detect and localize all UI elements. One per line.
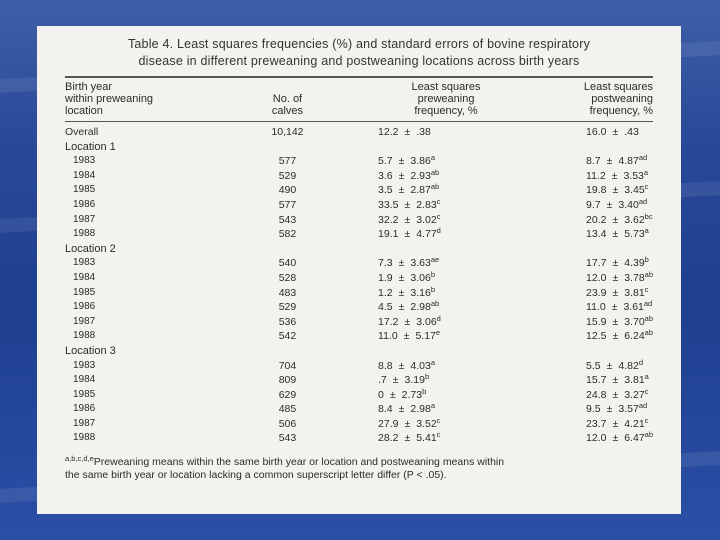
post-mean: 17.7 (586, 257, 607, 270)
post-se: 3.53 (623, 169, 644, 182)
pre-se: .38 (416, 126, 431, 138)
preweaning-cell (332, 402, 560, 417)
pre-superscript: c (436, 430, 441, 440)
footnote-line-1 (65, 452, 653, 469)
post-mean: 8.7 (586, 155, 601, 168)
post-se: 3.81 (624, 286, 645, 299)
table-row (65, 198, 653, 213)
post-se: 3.61 (623, 301, 644, 314)
post-mean: 12.0 (586, 271, 607, 284)
table-row (65, 402, 653, 417)
preweaning-cell (332, 300, 560, 315)
preweaning-cell (332, 315, 560, 330)
plus-minus-symbol: ± (611, 169, 618, 182)
pre-superscript: a (430, 357, 435, 367)
plus-minus-symbol: ± (612, 257, 619, 270)
pre-se: 2.83 (416, 198, 437, 211)
header-rule (65, 121, 653, 122)
pre-superscript: b (424, 372, 430, 382)
postweaning-cell (560, 198, 653, 213)
preweaning-cell (332, 183, 560, 198)
post-se: 3.70 (624, 315, 645, 328)
post-superscript: a (644, 226, 649, 236)
pre-superscript: e (435, 328, 441, 338)
table-row (65, 286, 653, 301)
preweaning-cell (332, 373, 560, 388)
table-row (65, 417, 653, 432)
plus-minus-symbol: ± (398, 403, 405, 416)
row-label: Overall (65, 126, 99, 138)
row-label: 1984 (73, 271, 96, 283)
header-no-calves: No. of calves (271, 93, 304, 117)
plus-minus-symbol: ± (612, 417, 619, 430)
pre-mean: 3.5 (378, 184, 393, 197)
pre-se: 4.03 (410, 359, 431, 372)
preweaning-cell (332, 359, 560, 374)
plus-minus-symbol: ± (612, 271, 619, 284)
table-row (65, 154, 653, 169)
post-mean: 20.2 (586, 213, 607, 226)
plus-minus-symbol: ± (606, 155, 613, 168)
table-body (65, 125, 653, 446)
plus-minus-symbol: ± (398, 271, 405, 284)
pre-mean: 17.2 (378, 315, 399, 328)
table-row (65, 213, 653, 228)
table-row (65, 388, 653, 403)
pre-mean: 5.7 (378, 155, 393, 168)
calves-count: 506 (278, 417, 297, 430)
pre-mean: 1.2 (378, 286, 393, 299)
pre-mean: 27.9 (378, 417, 399, 430)
postweaning-cell (560, 315, 653, 330)
pre-se: 2.93 (410, 169, 431, 182)
post-se: 4.87 (618, 155, 639, 168)
post-se: 6.24 (624, 330, 645, 343)
pre-se: 3.19 (404, 374, 425, 387)
header-preweaning: Least squares preweaning frequency, % (411, 81, 481, 117)
plus-minus-symbol: ± (404, 126, 411, 138)
pre-superscript: ab (430, 167, 440, 177)
post-superscript: b (644, 255, 649, 265)
post-se: 5.73 (624, 228, 645, 241)
row-label: 1988 (73, 330, 96, 342)
pre-se: 3.02 (416, 213, 437, 226)
calves-count: 582 (278, 228, 297, 241)
calves-count: 543 (278, 432, 297, 445)
section-row (65, 140, 653, 155)
plus-minus-symbol: ± (398, 301, 405, 314)
post-superscript: c (644, 415, 649, 425)
table-row (65, 315, 653, 330)
table-scan (37, 26, 681, 514)
preweaning-cell (332, 213, 560, 228)
plus-minus-symbol: ± (612, 184, 619, 197)
plus-minus-symbol: ± (389, 388, 396, 401)
postweaning-cell (560, 402, 653, 417)
pre-se: 3.52 (416, 417, 437, 430)
plus-minus-symbol: ± (612, 388, 619, 401)
pre-se: 3.16 (410, 286, 431, 299)
preweaning-cell (332, 256, 560, 271)
plus-minus-symbol: ± (606, 403, 613, 416)
row-label: 1983 (73, 359, 96, 371)
row-label: 1986 (73, 403, 96, 415)
post-superscript: ab (644, 269, 653, 279)
section-row (65, 242, 653, 257)
post-se: 3.45 (624, 184, 645, 197)
header-birth-year: Birth year within preweaning location (65, 81, 154, 117)
pre-superscript: c (436, 196, 441, 206)
table-row (65, 271, 653, 286)
preweaning-cell (332, 154, 560, 169)
plus-minus-symbol: ± (398, 184, 405, 197)
calves-count: 809 (278, 374, 297, 387)
pre-mean: 7.3 (378, 257, 393, 270)
postweaning-cell (560, 417, 653, 432)
preweaning-cell (332, 417, 560, 432)
row-label: 1988 (73, 228, 96, 240)
pre-superscript: a (430, 153, 435, 163)
post-mean: 11.0 (586, 301, 606, 314)
post-mean: 16.0 (586, 126, 607, 138)
post-mean: 15.9 (586, 315, 607, 328)
plus-minus-symbol: ± (404, 315, 411, 328)
section-label: Location 1 (65, 140, 116, 153)
plus-minus-symbol: ± (612, 432, 619, 445)
plus-minus-symbol: ± (612, 315, 619, 328)
plus-minus-symbol: ± (392, 374, 399, 387)
post-superscript: c (644, 284, 649, 294)
postweaning-cell (560, 154, 653, 169)
post-superscript: ad (638, 196, 648, 206)
post-mean: 23.9 (586, 286, 607, 299)
calves-count: 543 (278, 213, 297, 226)
post-se: 3.78 (624, 271, 645, 284)
pre-superscript: d (436, 226, 441, 236)
plus-minus-symbol: ± (403, 330, 410, 343)
caption-line-1: Table 4. Least squares frequencies (%) and standard errors of bovine respiratory (127, 37, 591, 51)
pre-mean: 4.5 (378, 301, 393, 314)
post-mean: 9.7 (586, 198, 601, 211)
header-row (65, 78, 653, 119)
plus-minus-symbol: ± (398, 169, 405, 182)
post-mean: 11.2 (586, 169, 606, 182)
plus-minus-symbol: ± (404, 432, 411, 445)
post-mean: 23.7 (586, 417, 607, 430)
pre-se: 3.63 (410, 257, 431, 270)
row-label: 1985 (73, 388, 96, 400)
pre-se: 3.86 (410, 155, 431, 168)
plus-minus-symbol: ± (398, 155, 405, 168)
plus-minus-symbol: ± (606, 198, 613, 211)
pre-se: 4.77 (416, 228, 437, 241)
row-label: 1987 (73, 417, 96, 429)
plus-minus-symbol: ± (612, 286, 619, 299)
table-row (65, 373, 653, 388)
pre-se: 5.17 (415, 330, 436, 343)
section-label: Location 2 (65, 242, 116, 255)
pre-mean: 19.1 (378, 228, 399, 241)
row-label: 1987 (73, 315, 96, 327)
caption-line-2: disease in different preweaning and postweaning locations across birth years (138, 54, 580, 68)
post-superscript: c (644, 182, 649, 192)
post-se: 4.39 (624, 257, 645, 270)
post-mean: 15.7 (586, 374, 607, 387)
post-superscript: ab (644, 328, 653, 338)
pre-mean: 1.9 (378, 271, 393, 284)
post-se: 4.82 (618, 359, 639, 372)
pre-se: 2.98 (410, 301, 431, 314)
table-row (65, 431, 653, 446)
pre-mean: 33.5 (378, 198, 399, 211)
row-label: 1984 (73, 169, 96, 181)
post-mean: 12.0 (586, 432, 607, 445)
preweaning-cell (332, 388, 560, 403)
plus-minus-symbol: ± (612, 374, 619, 387)
postweaning-cell (560, 183, 653, 198)
postweaning-cell (560, 256, 653, 271)
preweaning-cell (332, 329, 560, 344)
calves-count: 577 (278, 155, 297, 168)
pre-superscript: a (430, 401, 435, 411)
postweaning-cell (560, 329, 653, 344)
plus-minus-symbol: ± (612, 228, 619, 241)
preweaning-cell (332, 286, 560, 301)
plus-minus-symbol: ± (612, 213, 619, 226)
pre-mean: 8.8 (378, 359, 393, 372)
postweaning-cell (560, 359, 653, 374)
plus-minus-symbol: ± (404, 198, 411, 211)
post-superscript: ad (638, 153, 648, 163)
pre-superscript: c (436, 211, 441, 221)
plus-minus-symbol: ± (404, 213, 411, 226)
row-label: 1985 (73, 286, 96, 298)
postweaning-cell (560, 286, 653, 301)
calves-count: 536 (278, 315, 297, 328)
post-superscript: ab (644, 313, 653, 323)
table-caption (65, 36, 653, 70)
pre-se: 5.41 (416, 432, 437, 445)
plus-minus-symbol: ± (611, 301, 618, 314)
plus-minus-symbol: ± (612, 330, 619, 343)
table-row (65, 300, 653, 315)
post-mean: 24.8 (586, 388, 607, 401)
calves-count: 490 (278, 184, 297, 197)
pre-mean: 28.2 (378, 432, 399, 445)
footnote-marker: a,b,c,d,e (65, 454, 94, 464)
preweaning-cell (332, 227, 560, 242)
preweaning-cell (332, 125, 560, 140)
post-se: .43 (624, 126, 639, 138)
pre-mean: 8.4 (378, 403, 393, 416)
plus-minus-symbol: ± (606, 359, 613, 372)
plus-minus-symbol: ± (404, 417, 411, 430)
calves-count: 577 (278, 198, 297, 211)
post-superscript: ad (638, 401, 648, 411)
postweaning-cell (560, 213, 653, 228)
post-superscript: c (644, 386, 649, 396)
table-row (65, 183, 653, 198)
pre-se: 2.73 (401, 388, 423, 401)
postweaning-cell (560, 300, 653, 315)
postweaning-cell (560, 431, 653, 446)
footnote (65, 452, 653, 482)
row-label: 1988 (73, 432, 96, 444)
post-mean: 13.4 (586, 228, 607, 241)
row-label: 1986 (73, 198, 96, 210)
pre-superscript: c (436, 415, 441, 425)
post-mean: 5.5 (586, 359, 601, 372)
pre-superscript: ae (430, 255, 440, 265)
table-row (65, 329, 653, 344)
preweaning-cell (332, 169, 560, 184)
plus-minus-symbol: ± (398, 286, 405, 299)
post-superscript: ad (643, 299, 653, 309)
post-mean: 12.5 (586, 330, 607, 343)
preweaning-cell (332, 198, 560, 213)
pre-mean: 3.6 (378, 169, 393, 182)
post-se: 3.81 (624, 374, 645, 387)
footnote-line-2: the same birth year or location lacking a common superscript letter differ (P < .05). (65, 469, 447, 482)
postweaning-cell (560, 125, 653, 140)
footnote-text-1: Preweaning means within the same birth year or location and postweaning means within (93, 456, 505, 469)
calves-count: 10,142 (271, 126, 304, 138)
post-mean: 9.5 (586, 403, 601, 416)
post-se: 3.27 (624, 388, 645, 401)
pre-mean: 0 (378, 388, 384, 401)
table-row (65, 227, 653, 242)
table-row (65, 256, 653, 271)
data-table (65, 78, 653, 446)
postweaning-cell (560, 169, 653, 184)
plus-minus-symbol: ± (612, 126, 619, 138)
overall-row (65, 125, 653, 140)
post-superscript: ab (644, 430, 653, 440)
pre-se: 3.06 (410, 271, 431, 284)
post-superscript: a (644, 372, 649, 382)
calves-count: 704 (278, 359, 297, 372)
post-superscript: d (638, 357, 643, 367)
calves-count: 529 (278, 169, 297, 182)
calves-count: 483 (278, 286, 297, 299)
post-se: 3.40 (618, 198, 639, 211)
pre-mean: .7 (378, 374, 387, 387)
post-se: 3.62 (624, 213, 645, 226)
section-label: Location 3 (65, 344, 116, 357)
pre-superscript: ab (430, 182, 440, 192)
calves-count: 485 (278, 403, 297, 416)
post-superscript: bc (644, 211, 653, 221)
calves-count: 529 (278, 301, 297, 314)
post-se: 6.47 (624, 432, 645, 445)
row-label: 1984 (73, 374, 96, 386)
row-label: 1983 (73, 155, 96, 167)
section-row (65, 344, 653, 359)
post-superscript: a (643, 167, 649, 177)
pre-superscript: b (430, 269, 435, 279)
pre-mean: 32.2 (378, 213, 399, 226)
table-row (65, 359, 653, 374)
plus-minus-symbol: ± (398, 359, 405, 372)
post-se: 3.57 (618, 403, 639, 416)
post-mean: 19.8 (586, 184, 607, 197)
calves-count: 542 (278, 330, 297, 343)
preweaning-cell (332, 271, 560, 286)
pre-mean: 12.2 (378, 126, 399, 138)
calves-count: 629 (278, 388, 297, 401)
pre-se: 3.06 (416, 315, 437, 328)
row-label: 1983 (73, 257, 96, 269)
calves-count: 528 (278, 271, 297, 284)
row-label: 1987 (73, 213, 96, 225)
plus-minus-symbol: ± (404, 228, 411, 241)
preweaning-cell (332, 431, 560, 446)
postweaning-cell (560, 227, 653, 242)
pre-se: 2.87 (410, 184, 431, 197)
postweaning-cell (560, 388, 653, 403)
pre-se: 2.98 (410, 403, 431, 416)
pre-superscript: b (422, 386, 427, 396)
row-label: 1986 (73, 301, 96, 313)
header-postweaning: Least squares postweaning frequency, % (583, 81, 653, 117)
table-row (65, 169, 653, 184)
calves-count: 540 (278, 257, 297, 270)
plus-minus-symbol: ± (398, 257, 405, 270)
pre-superscript: b (430, 284, 435, 294)
post-se: 4.21 (624, 417, 645, 430)
postweaning-cell (560, 271, 653, 286)
pre-superscript: ab (430, 299, 440, 309)
postweaning-cell (560, 373, 653, 388)
pre-superscript: d (436, 313, 441, 323)
pre-mean: 11.0 (378, 330, 398, 343)
row-label: 1985 (73, 184, 96, 196)
